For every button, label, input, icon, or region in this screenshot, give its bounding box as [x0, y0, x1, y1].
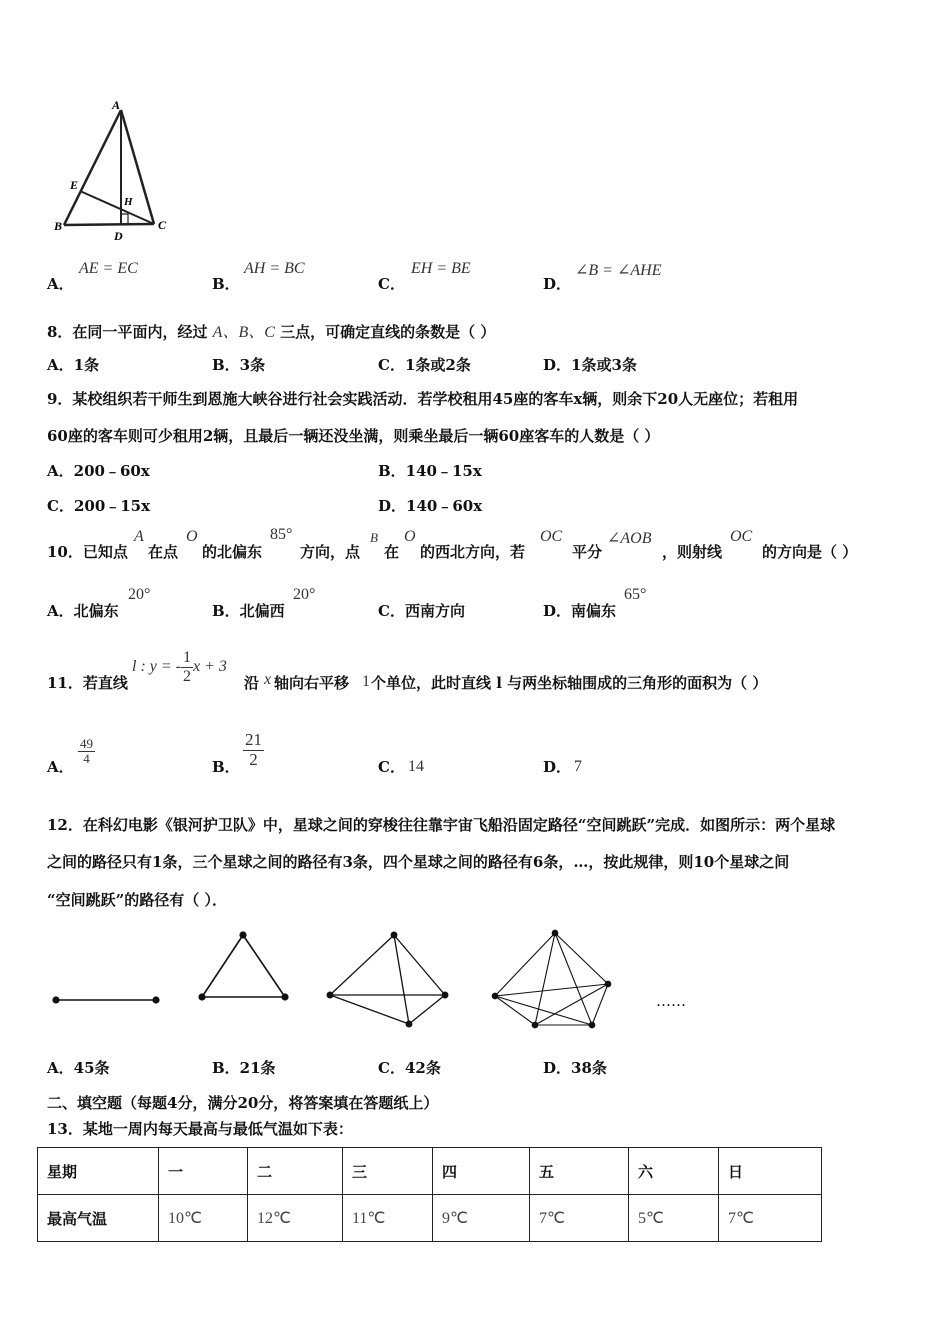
q11-text-3: 轴向右平移	[274, 674, 350, 692]
table-cell: 7℃	[530, 1195, 629, 1242]
q11-option-a-num: 49	[80, 736, 93, 751]
label-a: A	[112, 98, 121, 112]
q7-option-c-letter: C．	[378, 275, 405, 293]
q7-option-a-letter: A．	[47, 275, 74, 293]
q11-option-d-value: 7	[574, 758, 582, 775]
q10-option-b-deg: 20°	[293, 586, 316, 603]
table-cell: 12℃	[248, 1195, 343, 1242]
q11-option-d-letter: D．	[543, 758, 572, 776]
q11-text-2: 沿	[244, 674, 260, 692]
q10-point-o-2: O	[404, 528, 416, 545]
q8-option-c: C．1条或2条	[378, 356, 471, 374]
two-planets-figure	[53, 997, 159, 1003]
q10-option-b: B．北偏西	[212, 602, 285, 620]
label-d: D	[114, 229, 123, 243]
q11-option-b-letter: B．	[212, 758, 240, 776]
q11-text-4: 个单位，此时直线 l 与两坐标轴围成的三角形的面积为（ ）	[371, 674, 768, 692]
q11-option-b-den: 2	[249, 749, 258, 769]
q8-stem-pre: 8．在同一平面内，经过	[47, 323, 213, 341]
q10-option-a: A．北偏东	[47, 602, 119, 620]
q11-option-a-den: 4	[83, 751, 90, 767]
q11-eq-fraction	[181, 649, 193, 685]
table-header-row	[38, 1148, 822, 1195]
q10-point-o-1: O	[186, 528, 198, 545]
table-cell: 11℃	[343, 1195, 433, 1242]
q11-option-b-num: 21	[245, 730, 262, 749]
q11-equation	[132, 649, 227, 685]
label-e: E	[70, 178, 79, 192]
table-cell: 10℃	[159, 1195, 248, 1242]
q10-text-9: 的方向是（ ）	[762, 543, 858, 561]
label-c: C	[158, 218, 167, 232]
q11-eq-pre: l : y = -	[132, 658, 181, 676]
three-planets-figure	[199, 932, 288, 1000]
header-cell: 五	[530, 1148, 629, 1195]
q11-option-b-fraction	[243, 731, 264, 769]
q11-option-a-fraction	[78, 737, 95, 767]
q8-option-d: D．1条或3条	[543, 356, 637, 374]
q10-text-1: 10．已知点	[47, 543, 128, 561]
q12-line-2: 之间的路径只有1条，三个星球之间的路径有3条，四个星球之间的路径有6条，…，按此规律，则10个星球之间	[47, 853, 790, 871]
label-h: H	[124, 196, 133, 208]
q11-option-c-letter: C．	[378, 758, 405, 776]
table-cell: 7℃	[719, 1195, 822, 1242]
header-cell: 三	[343, 1148, 433, 1195]
q10-point-b: B	[370, 530, 378, 545]
q10-text-8: ，则射线	[662, 543, 723, 561]
q8-points: A、B、C	[212, 324, 275, 341]
q10-text-4: 方向，点	[300, 543, 361, 561]
header-cell: 四	[433, 1148, 530, 1195]
q12-option-b: B．21条	[212, 1059, 276, 1077]
q11-eq-post: x + 3	[193, 658, 227, 676]
q10-angle-aob: ∠AOB	[607, 530, 652, 547]
q10-text-2: 在点	[148, 543, 179, 561]
q9-option-d: D．140﹣60x	[378, 497, 483, 515]
q7-option-d-expr: ∠B = ∠AHE	[575, 262, 662, 279]
triangle-figure	[50, 98, 180, 246]
temperature-table	[37, 1147, 822, 1242]
q9-line-2: 60座的客车则可少租用2辆，且最后一辆还没坐满，则乘坐最后一辆60座客车的人数是（ ）	[47, 427, 660, 445]
q11-frac-num: 1	[183, 649, 191, 666]
header-cell: 六	[629, 1148, 719, 1195]
q7-option-c-expr: EH = BE	[411, 260, 471, 277]
q10-text-7: 平分	[572, 543, 603, 561]
q12-option-c: C．42条	[378, 1059, 441, 1077]
q12-line-3: “空间跳跃”的路径有（ ）．	[47, 891, 227, 909]
q12-option-a: A．45条	[47, 1059, 110, 1077]
q7-option-a-expr: AE = EC	[79, 260, 138, 277]
q7-option-d-letter: D．	[543, 275, 572, 293]
q9-option-b: B．140﹣15x	[378, 462, 482, 480]
q10-text-3: 的北偏东	[202, 543, 263, 561]
q10-ray-oc-1: OC	[540, 528, 563, 545]
q8-option-a: A．1条	[47, 356, 100, 374]
q10-point-a: A	[134, 528, 144, 545]
q10-option-a-deg: 20°	[128, 586, 151, 603]
q7-option-b-letter: B．	[212, 275, 240, 293]
header-cell: 一	[159, 1148, 248, 1195]
q7-option-b-expr: AH = BC	[244, 260, 305, 277]
q8-stem-post: 三点，可确定直线的条数是（ ）	[274, 323, 496, 341]
header-cell-weekday: 星期	[38, 1148, 159, 1195]
five-planets-figure	[492, 930, 611, 1028]
four-planets-figure	[327, 932, 448, 1027]
q8-stem	[47, 319, 495, 342]
section-title: 二、填空题（每题4分，满分20分，将答案填在答题纸上）	[47, 1094, 439, 1112]
q10-option-c: C．西南方向	[378, 602, 465, 620]
q13-stem: 13．某地一周内每天最高与最低气温如下表：	[47, 1120, 353, 1138]
table-row	[38, 1195, 822, 1242]
q10-angle-85: 85°	[270, 526, 293, 543]
diagram-ellipsis: ……	[656, 992, 686, 1010]
q11-text-1: 11．若直线	[47, 674, 128, 692]
q11-frac-den: 2	[183, 667, 191, 685]
q8-option-b: B．3条	[212, 356, 266, 374]
header-cell: 日	[719, 1148, 822, 1195]
q11-var-x: x	[264, 671, 272, 688]
q9-line-1: 9．某校组织若干师生到恩施大峡谷进行社会实践活动．若学校租用45座的客车x辆，则余下20人无座位；若租用	[47, 390, 799, 408]
label-b: B	[54, 219, 63, 233]
q12-option-d: D．38条	[543, 1059, 607, 1077]
q11-option-a-letter: A．	[47, 758, 74, 776]
row-label-max-temp: 最高气温	[38, 1195, 159, 1242]
q10-text-5: 在	[384, 543, 400, 561]
q10-ray-oc-2: OC	[730, 528, 753, 545]
header-cell: 二	[248, 1148, 343, 1195]
q10-option-d: D．南偏东	[543, 602, 617, 620]
table-cell: 9℃	[433, 1195, 530, 1242]
q9-option-a: A．200﹣60x	[47, 462, 150, 480]
planet-path-diagram	[40, 925, 720, 1035]
q11-option-c-value: 14	[408, 758, 424, 775]
q10-option-d-deg: 65°	[624, 586, 647, 603]
q11-shift-1: 1	[362, 673, 370, 690]
q9-option-c: C．200﹣15x	[47, 497, 151, 515]
q10-text-6: 的西北方向，若	[420, 543, 526, 561]
table-cell: 5℃	[629, 1195, 719, 1242]
q12-line-1: 12．在科幻电影《银河护卫队》中，星球之间的穿梭往往靠宇宙飞船沿固定路径“空间跳跃”完成．如图所示：两个星球	[47, 816, 836, 834]
